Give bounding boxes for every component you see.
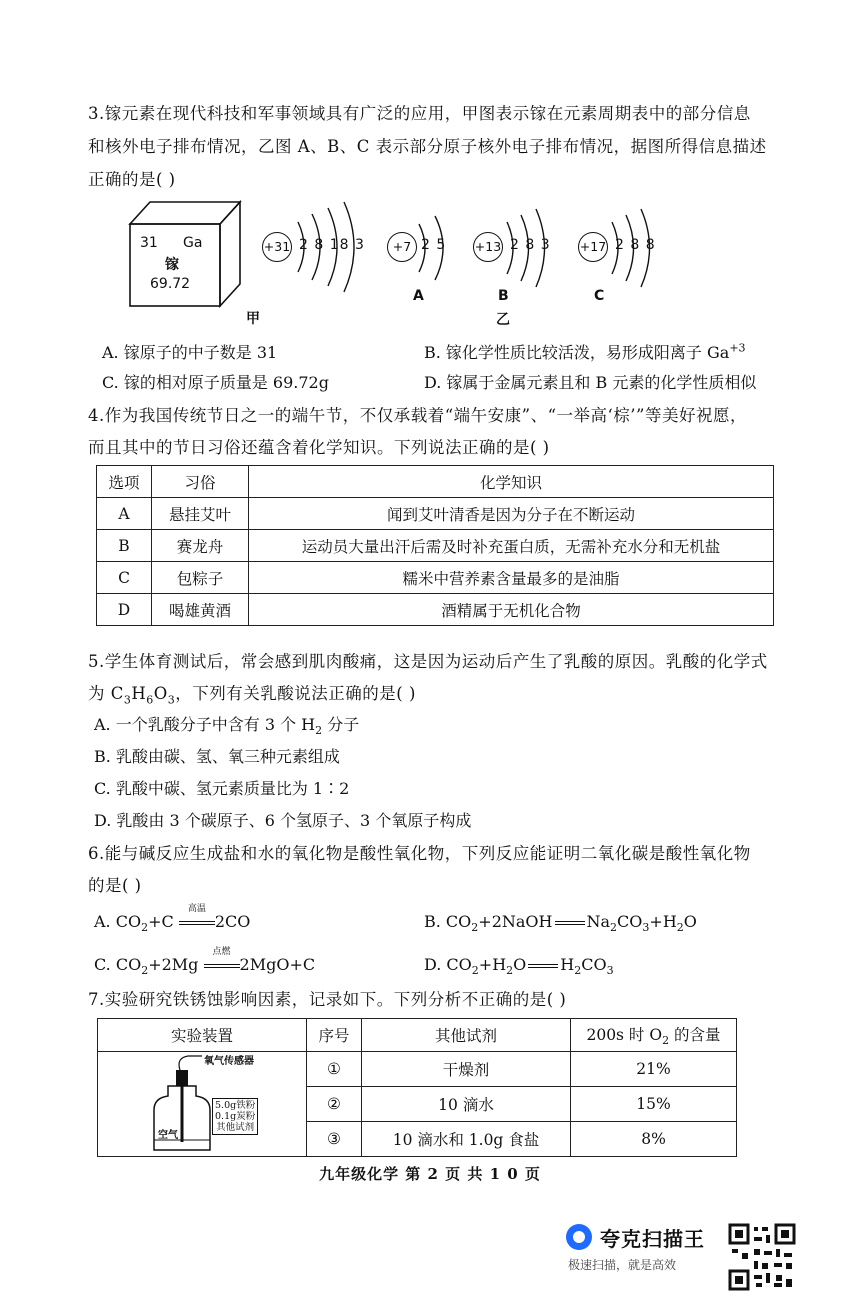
q7-table — [97, 1018, 737, 1157]
q3-stem-line2: 和核外电子排布情况，乙图 A、B、C 表示部分原子核外电子排布情况，据图所得信息描述 — [88, 137, 767, 156]
table-cell: 喝雄黄酒 — [152, 594, 249, 626]
table-header-row — [97, 466, 774, 498]
qr-code-icon — [728, 1223, 796, 1291]
q3-stem-line3: 正确的是( ) — [88, 170, 176, 189]
table-cell: B — [97, 530, 152, 562]
table-cell: 干燥剂 — [362, 1052, 571, 1087]
scanner-watermark — [566, 1218, 726, 1278]
table-cell: 10 滴水和 1.0g 食盐 — [362, 1122, 571, 1157]
table-cell: C — [97, 562, 152, 594]
page-footer: 九年级化学 第 2 页 共 1 0 页 — [319, 1165, 541, 1183]
table-row — [97, 594, 774, 626]
table-cell: 闻到艾叶清香是因为分子在不断运动 — [249, 498, 774, 530]
bottle-graphic — [98, 1052, 298, 1156]
table-row — [97, 562, 774, 594]
q5-stem-line2: 为 $C_3H_6O_3$，下列有关乳酸说法正确的是( ) — [88, 684, 416, 707]
ga-nucleus: +31 — [262, 232, 292, 262]
q6-option-b: B. $CO_2+2NaOH$ $Na_2CO_3+H_2O$ — [424, 912, 697, 935]
element-symbol: Ga — [183, 235, 203, 251]
table-row — [97, 530, 774, 562]
brand-slogan: 极速扫描，就是高效 — [568, 1258, 677, 1272]
table-cell: 21% — [571, 1052, 737, 1087]
bottle-contents-label: 5.0g铁粉 0.1g炭粉 其他试剂 — [212, 1098, 258, 1135]
q4-stem-line1: 4.作为我国传统节日之一的端午节，不仅承载着“端午安康”、“一举高‘棕’”等美好祝愿， — [88, 406, 747, 425]
atom-a-nucleus: +7 — [387, 232, 417, 262]
atom-b-label: B — [498, 288, 509, 304]
q6-stem-line2: 的是( ) — [88, 876, 142, 895]
q5-option-c: C. 乳酸中碳、氢元素质量比为 1∶2 — [94, 779, 350, 798]
figure-jia-label: 甲 — [246, 311, 260, 327]
brand-name: 夸克扫描王 — [600, 1227, 705, 1251]
q3-option-c: C. 镓的相对原子质量是 69.72g — [102, 373, 329, 392]
brand-logo-icon — [566, 1224, 592, 1250]
table-cell: ③ — [307, 1122, 362, 1157]
periodic-cell-figure — [128, 198, 243, 308]
header-o2: 200s 时 $O_2$ 的含量 — [571, 1019, 737, 1052]
atom-c-nucleus: +17 — [578, 232, 608, 262]
atomic-mass: 69.72 — [150, 276, 191, 292]
q6-stem-line1: 6.能与碱反应生成盐和水的氧化物是酸性氧化物，下列反应能证明二氧化碳是酸性氧化物 — [88, 844, 751, 863]
q5-option-d: D. 乳酸由 3 个碳原子、6 个氢原子、3 个氧原子构成 — [94, 811, 472, 830]
q3-option-b: B. 镓化学性质比较活泼，易形成阳离子 $Ga^{+3}$ — [424, 341, 746, 362]
table-cell: 运动员大量出汗后需及时补充蛋白质，无需补充水分和无机盐 — [249, 530, 774, 562]
header-option: 选项 — [97, 466, 152, 498]
apparatus-cell — [98, 1052, 307, 1157]
header-reagent: 其他试剂 — [362, 1019, 571, 1052]
table-row — [97, 498, 774, 530]
table-cell: ① — [307, 1052, 362, 1087]
table-cell: A — [97, 498, 152, 530]
q4-table — [96, 465, 774, 626]
q3-option-a: A. 镓原子的中子数是 31 — [102, 343, 278, 362]
q5-stem-line1: 5.学生体育测试后，常会感到肌肉酸痛，这是因为运动后产生了乳酸的原因。乳酸的化学式 — [88, 652, 768, 671]
q6-option-c: C. $CO_2+2Mg$ 点燃 2MgO+C — [94, 947, 316, 978]
q7-stem: 7.实验研究铁锈蚀影响因素，记录如下。下列分析不正确的是( ) — [88, 990, 567, 1009]
table-cell: 8% — [571, 1122, 737, 1157]
apparatus-figure — [98, 1052, 298, 1156]
q5-option-a: A. 一个乳酸分子中含有 3 个 $H_2$ 分子 — [94, 715, 360, 738]
table-cell: 10 滴水 — [362, 1087, 571, 1122]
table-cell: 酒精属于无机化合物 — [249, 594, 774, 626]
table-cell: D — [97, 594, 152, 626]
figure-yi-label: 乙 — [496, 312, 510, 328]
table-cell: 悬挂艾叶 — [152, 498, 249, 530]
ga-electrons: 2 8 18 3 — [299, 237, 365, 253]
table-cell: 糯米中营养素含量最多的是油脂 — [249, 562, 774, 594]
q3-option-d: D. 镓属于金属元素且和 B 元素的化学性质相似 — [424, 373, 757, 392]
header-device: 实验装置 — [98, 1019, 307, 1052]
atom-a-electrons: 2 5 — [421, 237, 447, 253]
table-cell: 赛龙舟 — [152, 530, 249, 562]
atomic-number: 31 — [140, 235, 158, 251]
table-cell: 15% — [571, 1087, 737, 1122]
atom-c-electrons: 2 8 8 — [615, 237, 656, 253]
atom-c-label: C — [594, 288, 605, 304]
header-knowledge: 化学知识 — [249, 466, 774, 498]
header-no: 序号 — [307, 1019, 362, 1052]
air-label: 空气 — [158, 1130, 178, 1141]
q6-option-d: D. $CO_2+H_2O$ $H_2CO_3$ — [424, 955, 614, 978]
table-cell: ② — [307, 1087, 362, 1122]
sensor-label: 氧气传感器 — [204, 1056, 254, 1067]
header-custom: 习俗 — [152, 466, 249, 498]
table-header-row — [98, 1019, 737, 1052]
atom-b-electrons: 2 8 3 — [510, 237, 551, 253]
q3-stem-line1: 3.镓元素在现代科技和军事领域具有广泛的应用，甲图表示镓在元素周期表中的部分信息 — [88, 104, 751, 123]
element-name: 镓 — [165, 257, 179, 273]
q4-stem-line2: 而且其中的节日习俗还蕴含着化学知识。下列说法正确的是( ) — [88, 438, 550, 457]
table-cell: 包粽子 — [152, 562, 249, 594]
atom-b-nucleus: +13 — [473, 232, 503, 262]
q5-option-b: B. 乳酸由碳、氢、氧三种元素组成 — [94, 747, 340, 766]
q6-option-a: A. $CO_2+C$ 高温 2CO — [94, 904, 251, 935]
table-row — [98, 1052, 737, 1087]
atom-a-label: A — [413, 288, 424, 304]
